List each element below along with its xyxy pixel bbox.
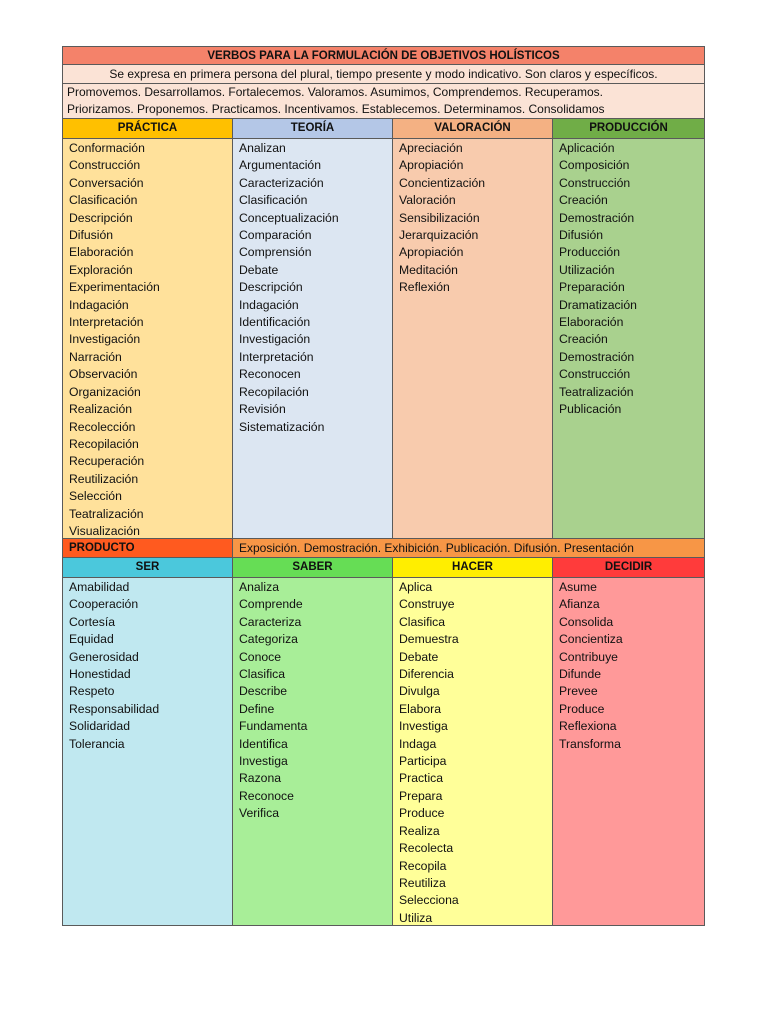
verbs-list	[62, 84, 705, 119]
list-item: Participa	[399, 754, 447, 769]
list-decidir	[553, 578, 704, 925]
list-item: Reconoce	[239, 788, 294, 803]
list-item: Indaga	[399, 736, 437, 751]
list-ser	[63, 578, 233, 925]
top-lists	[62, 139, 705, 539]
list-item: Aplicación	[559, 141, 615, 155]
header-decidir: DECIDIR	[553, 558, 704, 577]
list-item: Reutilización	[69, 471, 139, 486]
list-item: Caracterización	[239, 175, 324, 190]
list-item: Diferencia	[399, 667, 454, 682]
list-item: Argumentación	[239, 158, 321, 173]
list-item: Interpretación	[69, 315, 144, 330]
list-item: Recopila	[399, 858, 447, 873]
list-item: Conformación	[69, 141, 145, 155]
list-item: Reutiliza	[399, 875, 446, 890]
bottom-headers	[62, 558, 705, 578]
list-item: Conoce	[239, 649, 282, 664]
list-item: Aplica	[399, 580, 433, 594]
producto-label: PRODUCTO	[63, 539, 233, 557]
list-item: Construye	[399, 597, 455, 612]
list-item: Transforma	[559, 736, 621, 751]
list-item: Apreciación	[399, 141, 463, 155]
list-item: Apropiación	[399, 245, 464, 260]
list-item: Concientiza	[559, 632, 623, 647]
list-item: Produce	[399, 806, 445, 821]
list-item: Responsabilidad	[69, 701, 160, 716]
list-item: Clasificación	[239, 193, 308, 208]
list-item: Creación	[559, 193, 608, 208]
list-item: Identificación	[239, 315, 311, 330]
header-practica: PRÁCTICA	[63, 119, 233, 138]
list-item: Valoración	[399, 193, 456, 208]
list-item: Practica	[399, 771, 444, 786]
table-subtitle: Se expresa en primera persona del plural, tiempo presente y modo indicativo. Son claros y específicos.	[62, 65, 705, 84]
list-item: Recolección	[69, 419, 136, 434]
list-item: Sensibilización	[399, 210, 480, 225]
producto-text: Exposición. Demostración. Exhibición. Publicación. Difusión. Presentación	[233, 539, 704, 557]
list-valoracion	[393, 139, 553, 538]
list-item: Exploración	[69, 262, 133, 277]
list-item: Debate	[399, 649, 439, 664]
header-valoracion: VALORACIÓN	[393, 119, 553, 138]
list-item: Reconocen	[239, 367, 301, 382]
verbs-line-2: Priorizamos. Proponemos. Practicamos. Incentivamos. Establecemos. Determinamos. Consolidamos	[67, 102, 605, 116]
list-item: Descripción	[239, 280, 303, 295]
list-item: Investigación	[239, 332, 311, 347]
list-produccion	[553, 139, 704, 538]
list-item: Describe	[239, 684, 288, 699]
list-item: Selecciona	[399, 893, 459, 908]
list-item: Indagación	[239, 297, 299, 312]
list-item: Conceptualización	[239, 210, 339, 225]
list-item: Prepara	[399, 788, 443, 803]
list-item: Analizan	[239, 141, 286, 155]
list-item: Afianza	[559, 597, 600, 612]
list-item: Narración	[69, 349, 122, 364]
list-item: Solidaridad	[69, 719, 130, 734]
list-item: Clasificación	[69, 193, 138, 208]
list-item: Reflexiona	[559, 719, 617, 734]
list-item: Investiga	[239, 754, 288, 769]
list-item: Difunde	[559, 667, 602, 682]
list-item: Utilización	[559, 262, 615, 277]
list-item: Consolida	[559, 614, 614, 629]
list-item: Investigación	[69, 332, 141, 347]
list-item: Difusión	[69, 228, 114, 243]
list-item: Dramatización	[559, 297, 637, 312]
list-item: Identifica	[239, 736, 288, 751]
list-item: Cooperación	[69, 597, 139, 612]
list-item: Comprende	[239, 597, 303, 612]
list-item: Producción	[559, 245, 620, 260]
header-teoria: TEORÍA	[233, 119, 393, 138]
list-item: Elabora	[399, 701, 442, 716]
list-item: Generosidad	[69, 649, 139, 664]
list-item: Revisión	[239, 402, 286, 417]
list-item: Amabilidad	[69, 580, 130, 594]
list-item: Demostración	[559, 210, 635, 225]
list-item: Realiza	[399, 823, 440, 838]
list-item: Respeto	[69, 684, 115, 699]
list-item: Recuperación	[69, 454, 145, 469]
header-ser: SER	[63, 558, 233, 577]
list-item: Meditación	[399, 262, 458, 277]
list-item: Sistematización	[239, 419, 325, 434]
verbs-table	[62, 46, 705, 926]
list-item: Creación	[559, 332, 608, 347]
list-item: Define	[239, 701, 275, 716]
list-item: Investiga	[399, 719, 448, 734]
list-item: Conversación	[69, 175, 144, 190]
list-item: Recopilación	[69, 436, 139, 451]
list-item: Reflexión	[399, 280, 450, 295]
list-item: Descripción	[69, 210, 133, 225]
list-item: Publicación	[559, 402, 622, 417]
list-item: Verifica	[239, 806, 279, 821]
list-item: Recolecta	[399, 841, 454, 856]
list-teoria	[233, 139, 393, 538]
list-item: Equidad	[69, 632, 114, 647]
list-item: Visualización	[69, 523, 140, 538]
list-item: Contribuye	[559, 649, 618, 664]
producto-row	[62, 539, 705, 558]
list-item: Categoriza	[239, 632, 298, 647]
list-item: Comprensión	[239, 245, 312, 260]
list-item: Elaboración	[69, 245, 134, 260]
list-item: Analiza	[239, 580, 279, 594]
list-item: Recopilación	[239, 384, 309, 399]
list-item: Selección	[69, 489, 122, 504]
list-item: Realización	[69, 402, 133, 417]
list-item: Debate	[239, 262, 279, 277]
list-item: Interpretación	[239, 349, 314, 364]
list-item: Teatralización	[559, 384, 634, 399]
list-item: Fundamenta	[239, 719, 308, 734]
list-item: Prevee	[559, 684, 598, 699]
list-item: Organización	[69, 384, 141, 399]
list-hacer	[393, 578, 553, 925]
top-headers	[62, 119, 705, 139]
list-item: Construcción	[559, 367, 631, 382]
list-item: Honestidad	[69, 667, 131, 682]
list-item: Experimentación	[69, 280, 160, 295]
header-produccion: PRODUCCIÓN	[553, 119, 704, 138]
list-item: Demuestra	[399, 632, 459, 647]
list-item: Composición	[559, 158, 630, 173]
header-hacer: HACER	[393, 558, 553, 577]
list-item: Elaboración	[559, 315, 624, 330]
list-item: Construcción	[559, 175, 631, 190]
list-item: Produce	[559, 701, 605, 716]
list-item: Cortesía	[69, 614, 116, 629]
list-item: Indagación	[69, 297, 129, 312]
list-item: Caracteriza	[239, 614, 302, 629]
verbs-line-1: Promovemos. Desarrollamos. Fortalecemos. Valoramos. Asumimos, Comprendemos. Recuperamos.	[67, 85, 603, 99]
list-item: Difusión	[559, 228, 604, 243]
list-item: Concientización	[399, 175, 486, 190]
list-item: Preparación	[559, 280, 625, 295]
list-item: Razona	[239, 771, 282, 786]
list-item: Clasifica	[399, 614, 446, 629]
list-item: Construcción	[69, 158, 141, 173]
header-saber: SABER	[233, 558, 393, 577]
list-item: Divulga	[399, 684, 440, 699]
bottom-lists	[62, 578, 705, 926]
list-item: Clasifica	[239, 667, 286, 682]
list-item: Teatralización	[69, 506, 144, 521]
list-item: Asume	[559, 580, 597, 594]
list-item: Tolerancia	[69, 736, 125, 751]
list-item: Demostración	[559, 349, 635, 364]
list-item: Utiliza	[399, 910, 433, 925]
list-item: Observación	[69, 367, 138, 382]
list-practica	[63, 139, 233, 538]
list-saber	[233, 578, 393, 925]
list-item: Apropiación	[399, 158, 464, 173]
list-item: Comparación	[239, 228, 312, 243]
list-item: Jerarquización	[399, 228, 479, 243]
table-title: VERBOS PARA LA FORMULACIÓN DE OBJETIVOS HOLÍSTICOS	[62, 46, 705, 65]
